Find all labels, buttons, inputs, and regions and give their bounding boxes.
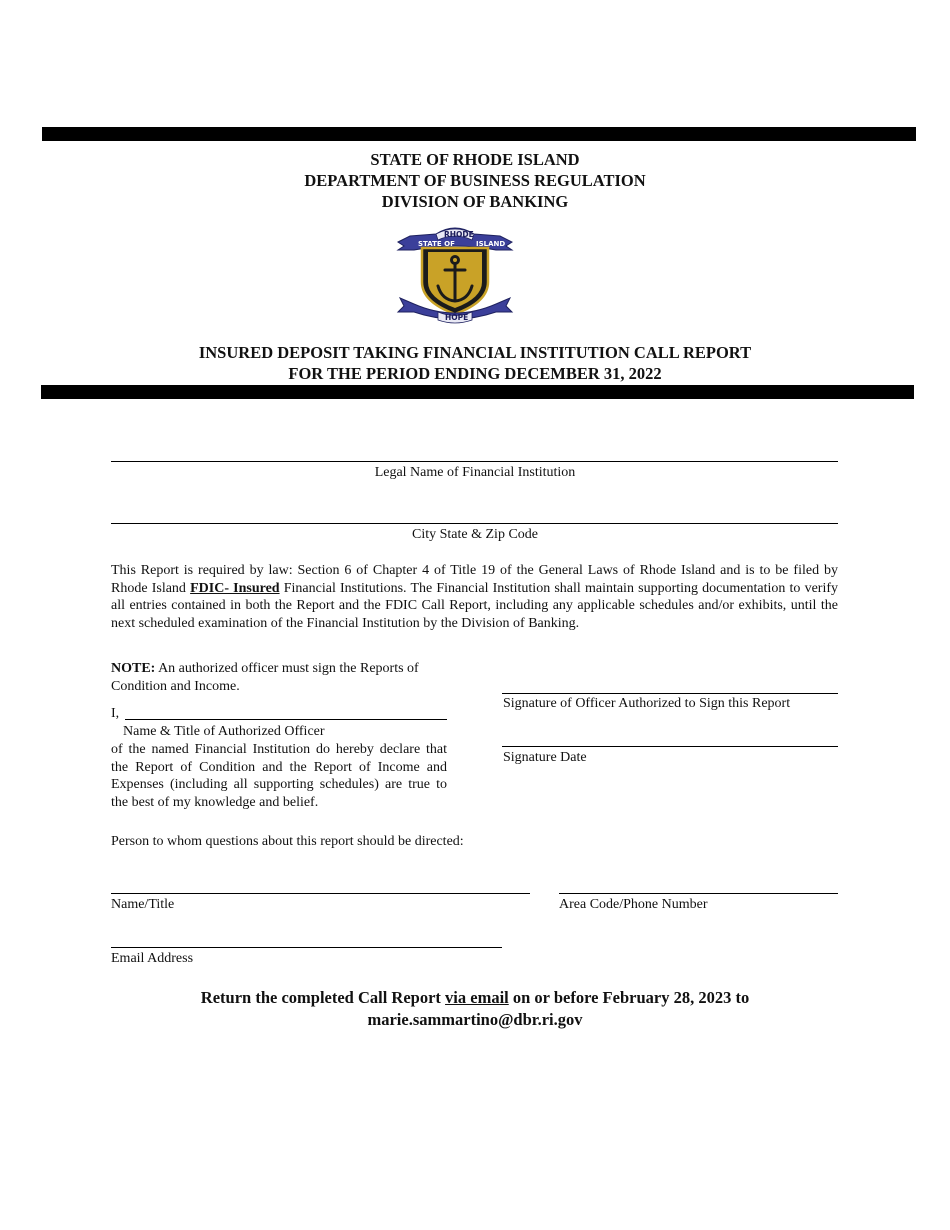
seal-text-state-of: STATE OF — [418, 240, 455, 248]
legal-requirement-text: This Report is required by law: Section 6 of Chapter 4 of Title 19 of the General Laws of Rhode Island and is to be filed by Rhode Island FDIC- Insured Financial Institutions. The Financial Institution shall maintain supporting documentation to verify all entries contained in both the Report and the FDIC Call Report, including any applicable schedules and/or exhibits, until the next scheduled examination of the Financial Institution by the Division of Banking. — [111, 563, 839, 632]
header-bottom-bar — [41, 385, 914, 399]
return-email-address[interactable]: marie.sammartino@dbr.ri.gov — [367, 1010, 583, 1029]
signature-date-label: Signature Date — [503, 750, 587, 765]
department-heading: DEPARTMENT OF BUSINESS REGULATION — [304, 171, 646, 190]
i-prefix: I, — [111, 706, 120, 721]
return-instructions: Return the completed Call Report via email on or before February 28, 2023 to — [200, 988, 750, 1007]
contact-intro: Person to whom questions about this report should be directed: — [111, 834, 464, 849]
officer-signature-field[interactable] — [502, 693, 838, 694]
contact-phone-field[interactable] — [559, 893, 838, 894]
contact-email-field[interactable] — [111, 947, 502, 948]
fdic-insured-emphasis: FDIC- Insured — [190, 580, 280, 596]
seal-text-rhode: RHODE — [444, 230, 474, 239]
legal-name-field[interactable] — [111, 461, 838, 462]
officer-name-field[interactable] — [125, 719, 447, 720]
city-state-zip-label: City State & Zip Code — [412, 527, 538, 542]
contact-phone-label: Area Code/Phone Number — [559, 897, 708, 912]
seal-text-island: ISLAND — [476, 240, 506, 248]
declaration-text: of the named Financial Institution do hereby declare that the Report of Condition and the Report of Income and Expenses (including all supporting schedules) are true to the best of my knowledge and belief. — [111, 742, 447, 811]
division-heading: DIVISION OF BANKING — [381, 192, 569, 211]
via-email-emphasis: via email — [445, 988, 509, 1007]
city-state-zip-field[interactable] — [111, 523, 838, 524]
contact-name-field[interactable] — [111, 893, 530, 894]
contact-email-label: Email Address — [111, 951, 194, 966]
legal-name-label: Legal Name of Financial Institution — [374, 465, 576, 480]
seal-text-hope: HOPE — [445, 313, 469, 322]
rhode-island-seal-icon — [396, 222, 514, 324]
contact-name-label: Name/Title — [111, 897, 175, 912]
officer-name-label: Name & Title of Authorized Officer — [123, 724, 325, 739]
header-top-bar — [42, 127, 916, 141]
state-heading: STATE OF RHODE ISLAND — [370, 150, 580, 169]
officer-signature-label: Signature of Officer Authorized to Sign this Report — [503, 696, 791, 711]
signature-date-field[interactable] — [502, 746, 838, 747]
report-title-line1: INSURED DEPOSIT TAKING FINANCIAL INSTITUTION CALL REPORT — [198, 343, 752, 362]
report-title-line2: FOR THE PERIOD ENDING DECEMBER 31, 2022 — [288, 364, 662, 383]
note-text: NOTE: An authorized officer must sign the Reports of Condition and Income. — [111, 661, 419, 694]
